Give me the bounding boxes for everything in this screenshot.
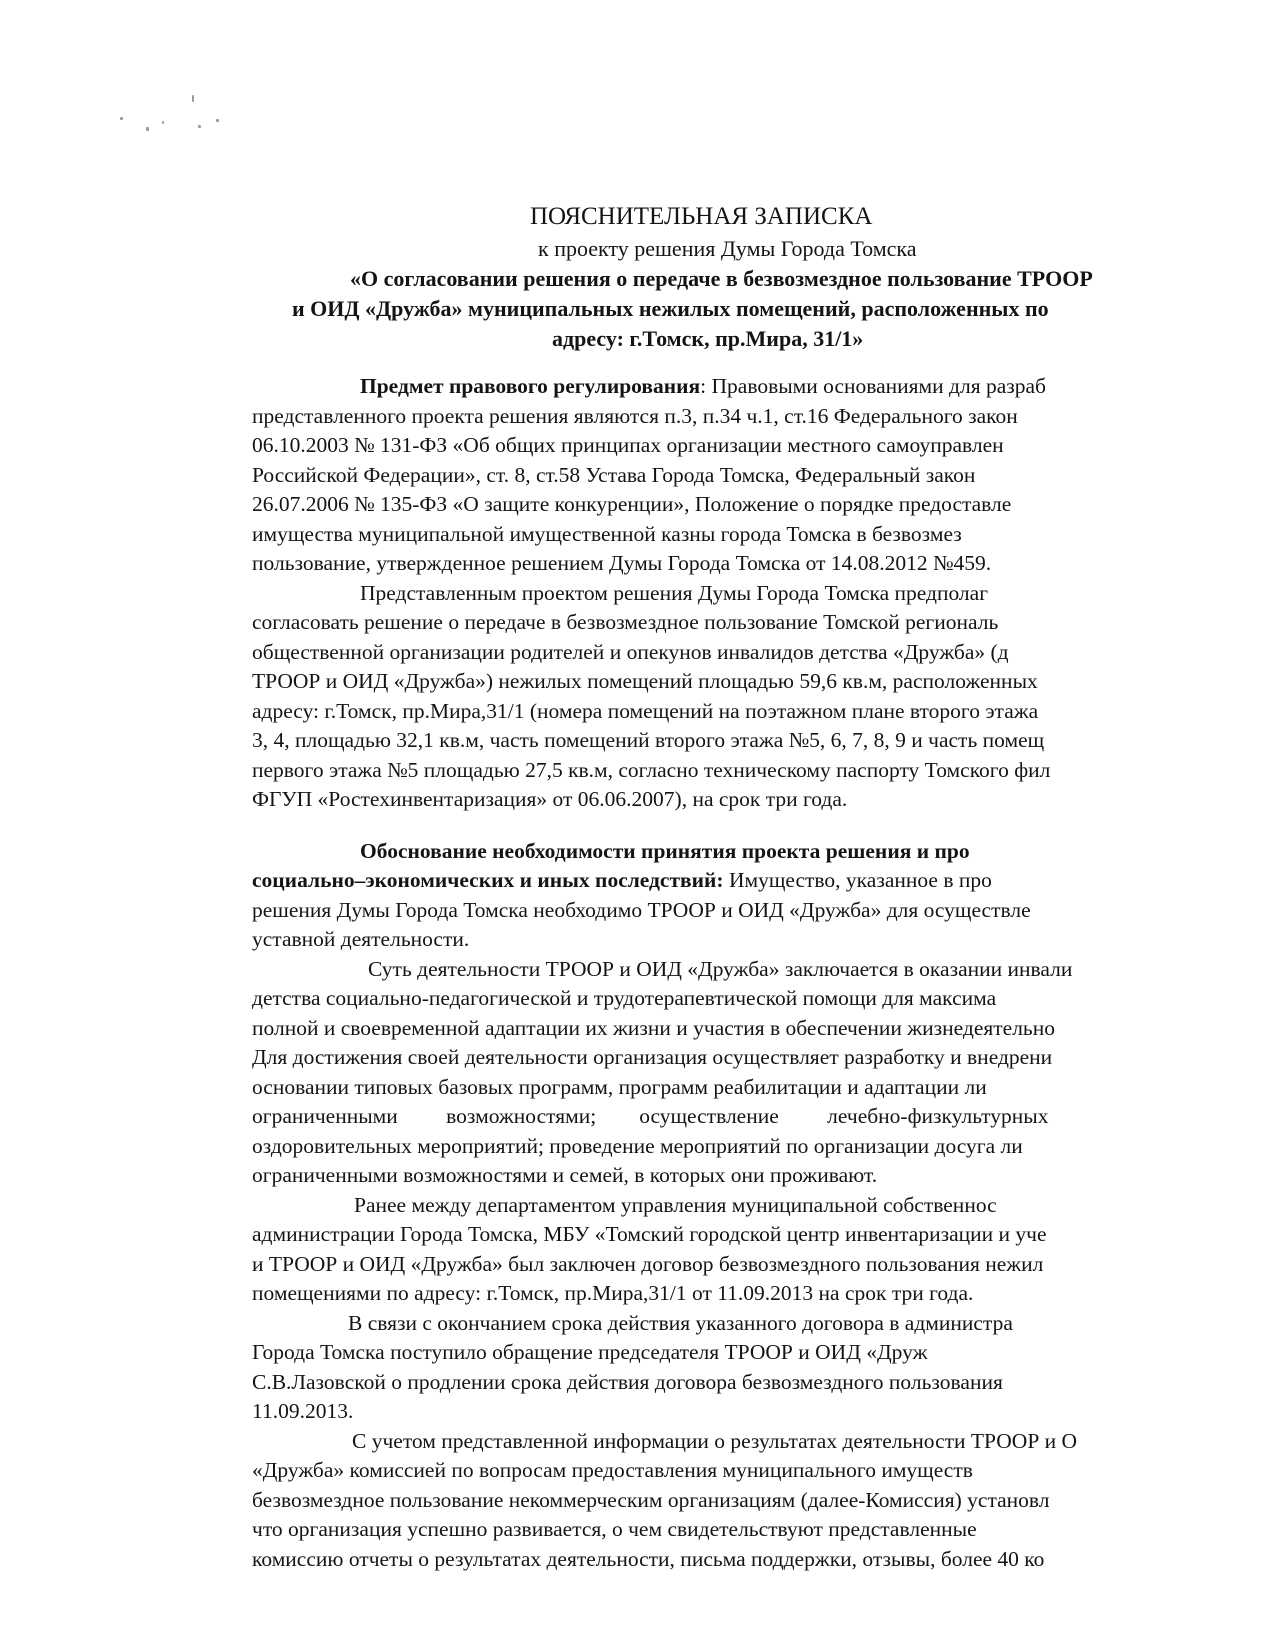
activity-line: детства социально-педагогической и трудотерапевтической помощи для максима: [252, 986, 997, 1010]
scan-specks: [120, 95, 230, 145]
proposal-line: первого этажа №5 площадью 27,5 кв.м, согласно техническому паспорту Томского фил: [252, 757, 1051, 782]
commission-line: безвозмездное пользование некоммерческим организациям (далее-Комиссия) установл: [252, 1487, 1050, 1512]
appeal-line: С.В.Лазовской о продлении срока действия договора безвозмездного пользования: [252, 1369, 1003, 1394]
justification-heading: Обоснование необходимости принятия проекта решения и про: [360, 838, 970, 863]
document-body: [252, 372, 1275, 1650]
proposal-line: Представленным проектом решения Думы Города Томска предполаг: [360, 580, 989, 605]
activity-line: полной и своевременной адаптации их жизни и участия в обеспечении жизнедеятельно: [252, 1015, 1055, 1040]
proposal-line: ФГУП «Ростехинвентаризация» от 06.06.2007), на срок три года.: [252, 787, 848, 811]
commission-line: «Дружба» комиссией по вопросам предоставления муниципального имуществ: [252, 1458, 973, 1482]
commission-line: С учетом представленной информации о результатах деятельности ТРООР и О: [352, 1428, 1078, 1453]
contract-line: помещениями по адресу: г.Томск, пр.Мира,31/1 от 11.09.2013 на срок три года.: [252, 1281, 974, 1305]
activity-line: основании типовых базовых программ, программ реабилитации и адаптации ли: [252, 1074, 987, 1099]
contract-line: и ТРООР и ОИД «Дружба» был заключен договор безвозмездного пользования нежил: [252, 1251, 1044, 1276]
activity-line: оздоровительных мероприятий; проведение мероприятий по организации досуга ли: [252, 1133, 1023, 1158]
subject-paragraph-start: Предмет правового регулирования: Правовыми основаниями для разраб: [360, 374, 1046, 398]
justification-line: решения Думы Города Томска необходимо ТРООР и ОИД «Дружба» для осуществле: [252, 897, 1031, 922]
document-subtitle: к проекту решения Думы Города Томска: [538, 236, 917, 261]
activity-line: ограниченными возможностями; осуществление лечебно-физкультурных: [252, 1104, 1049, 1128]
appeal-line: В связи с окончанием срока действия указанного договора в администра: [348, 1310, 1013, 1335]
proposal-line: адресу: г.Томск, пр.Мира,31/1 (номера помещений на поэтажном плане второго этажа: [252, 698, 1039, 723]
subject-line: 06.10.2003 № 131-ФЗ «Об общих принципах организации местного самоуправлен: [252, 433, 1004, 457]
activity-line: Для достижения своей деятельности организация осуществляет разработку и внедрени: [252, 1045, 1053, 1069]
subject-line: 26.07.2006 № 135-ФЗ «О защите конкуренции», Положение о порядке предоставле: [252, 492, 1012, 516]
subject-line: Российской Федерации», ст. 8, ст.58 Устава Города Томска, Федеральный закон: [252, 462, 976, 487]
decision-title-line-1: «О согласовании решения о передаче в безвозмездное пользование ТРООР: [350, 266, 1093, 291]
proposal-line: ТРООР и ОИД «Дружба») нежилых помещений площадью 59,6 кв.м, расположенных: [252, 669, 1038, 693]
contract-line: Ранее между департаментом управления муниципальной собственнос: [354, 1192, 997, 1217]
proposal-line: 3, 4, площадью 32,1 кв.м, часть помещений второго этажа №5, 6, 7, 8, 9 и часть помещ: [252, 728, 1045, 752]
activity-line: ограниченными возможностями и семей, в которых они проживают.: [252, 1163, 878, 1187]
contract-line: администрации Города Томска, МБУ «Томский городской центр инвентаризации и уче: [252, 1222, 1047, 1246]
subject-line: имущества муниципальной имущественной казны города Томска в безвозмез: [252, 521, 962, 546]
subject-line: представленного проекта решения являются п.3, п.34 ч.1, ст.16 Федерального закон: [252, 403, 1018, 428]
justification-heading-2: социально–экономических и иных последствий: Имущество, указанное в про: [252, 868, 992, 892]
commission-line: что организация успешно развивается, о чем свидетельствуют представленные: [252, 1517, 977, 1541]
decision-title-line-3: адресу: г.Томск, пр.Мира, 31/1»: [552, 326, 864, 351]
proposal-line: согласовать решение о передаче в безвозмездное пользование Томской региональ: [252, 610, 999, 634]
decision-title-line-2: и ОИД «Дружба» муниципальных нежилых помещений, расположенных по: [292, 296, 1049, 321]
appeal-line: 11.09.2013.: [252, 1399, 354, 1423]
activity-line: Суть деятельности ТРООР и ОИД «Дружба» заключается в оказании инвали: [368, 956, 1073, 981]
commission-line: комиссию отчеты о результатах деятельности, письма поддержки, отзывы, более 40 ко: [252, 1546, 1045, 1571]
proposal-line: общественной организации родителей и опекунов инвалидов детства «Дружба» (д: [252, 639, 1009, 664]
subject-heading: Предмет правового регулирования: [360, 374, 701, 398]
subject-line: пользование, утвержденное решением Думы Города Томска от 14.08.2012 №459.: [252, 551, 992, 575]
document-title: ПОЯСНИТЕЛЬНАЯ ЗАПИСКА: [530, 203, 873, 230]
justification-line: уставной деятельности.: [252, 927, 470, 951]
appeal-line: Города Томска поступило обращение председателя ТРООР и ОИД «Друж: [252, 1340, 928, 1364]
